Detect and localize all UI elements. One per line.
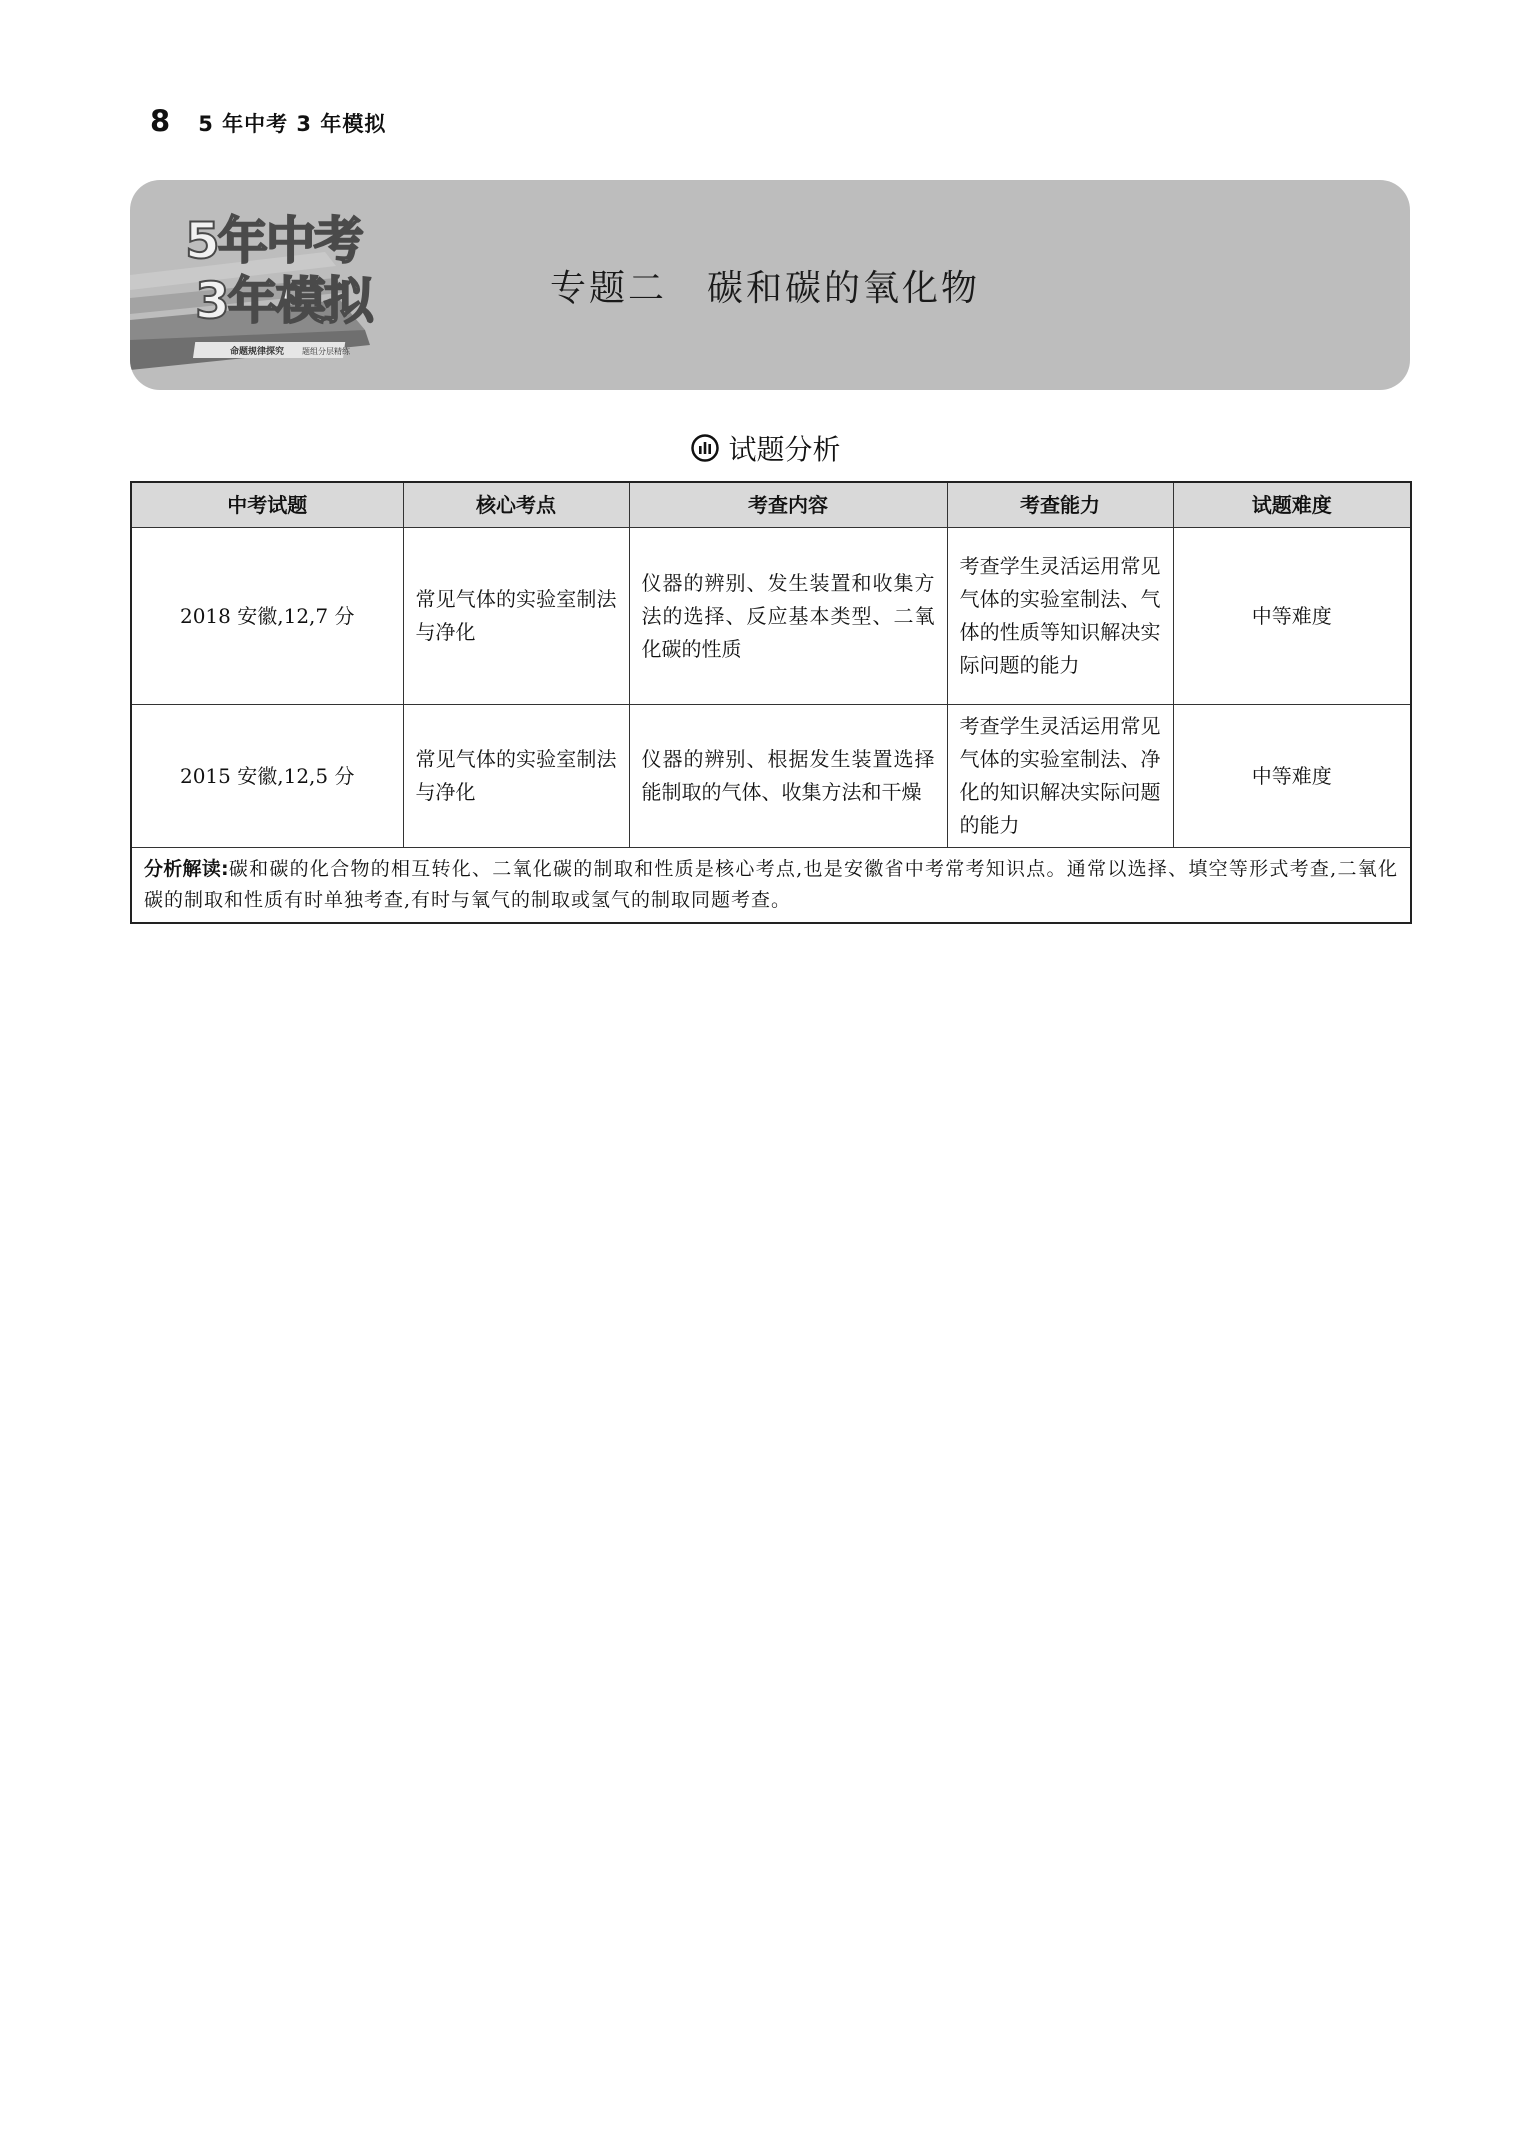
- logo-tag-left: 命题规律探究: [230, 347, 285, 357]
- topic-name: 碳和碳的氧化物: [707, 267, 981, 309]
- chart-circle-icon: [690, 433, 720, 463]
- book-title: 5 年中考 3 年模拟: [198, 112, 387, 136]
- cell-core-point: 常见气体的实验室制法与净化: [403, 705, 629, 848]
- logo-tag-right: 题组分层精练: [302, 347, 350, 356]
- table-row: [131, 705, 1411, 848]
- section-heading: [0, 428, 1531, 468]
- topic-label: 专题二: [550, 267, 668, 309]
- analysis-table: [130, 481, 1412, 924]
- header-ability: 考查能力: [947, 482, 1173, 528]
- cell-content: 仪器的辨别、发生装置和收集方法的选择、反应基本类型、二氧化碳的性质: [629, 528, 947, 705]
- summary-text: 碳和碳的化合物的相互转化、二氧化碳的制取和性质是核心考点,也是安徽省中考常考知识点。通常以选择、填空等形式考查,二氧化碳的制取和性质有时单独考查,有时与氧气的制取或氢气的制取同题考查。: [144, 858, 1398, 911]
- header-exam: 中考试题: [131, 482, 403, 528]
- table-row: [131, 528, 1411, 705]
- cell-exam: 2015 安徽,12,5 分: [131, 705, 403, 848]
- book-logo: [130, 180, 410, 390]
- summary-label: 分析解读:: [144, 858, 229, 880]
- cell-exam: 2018 安徽,12,7 分: [131, 528, 403, 705]
- page-number: 8: [150, 104, 171, 138]
- cell-content: 仪器的辨别、根据发生装置选择能制取的气体、收集方法和干燥: [629, 705, 947, 848]
- summary-cell: [131, 848, 1411, 924]
- cell-core-point: 常见气体的实验室制法与净化: [403, 528, 629, 705]
- topic-banner: [130, 180, 1410, 390]
- topic-title: [550, 180, 980, 390]
- page-header: [150, 104, 386, 138]
- header-difficulty: 试题难度: [1173, 482, 1411, 528]
- header-content: 考查内容: [629, 482, 947, 528]
- cell-ability: 考查学生灵活运用常见气体的实验室制法、气体的性质等知识解决实际问题的能力: [947, 528, 1173, 705]
- cell-difficulty: 中等难度: [1173, 528, 1411, 705]
- logo-line-2: 3年模拟: [195, 272, 372, 330]
- logo-line-1: 5年中考: [185, 212, 362, 270]
- cell-difficulty: 中等难度: [1173, 705, 1411, 848]
- header-core-point: 核心考点: [403, 482, 629, 528]
- section-title: 试题分析: [728, 433, 841, 466]
- table-header-row: [131, 482, 1411, 528]
- summary-row: [131, 848, 1411, 924]
- cell-ability: 考查学生灵活运用常见气体的实验室制法、净化的知识解决实际问题的能力: [947, 705, 1173, 848]
